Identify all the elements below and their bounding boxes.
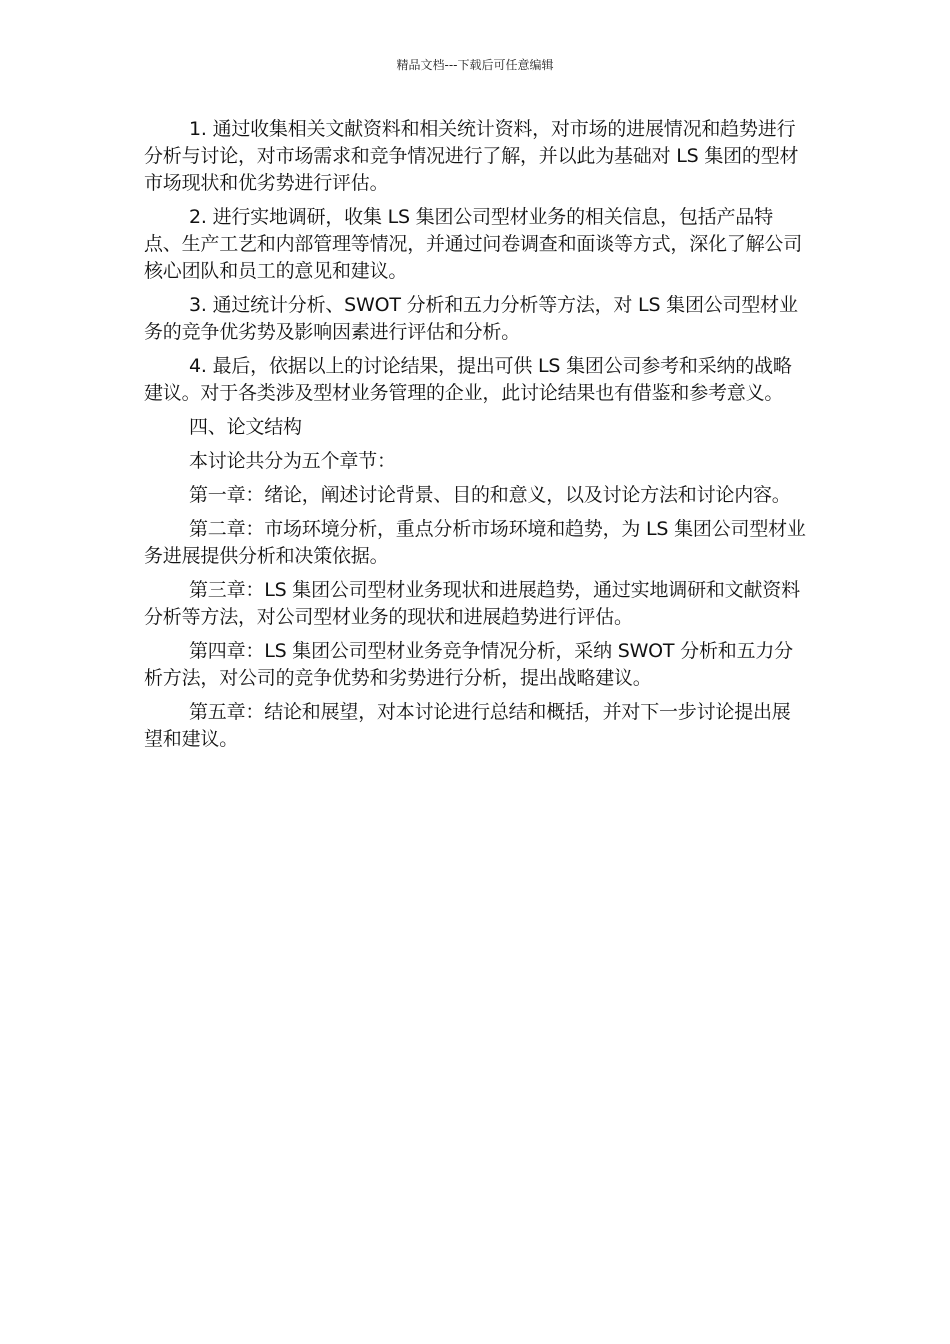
paragraph-method-2: 2. 进行实地调研，收集 LS 集团公司型材业务的相关信息，包括产品特点、生产工艺和内部管理等情况，并通过问卷调查和面谈等方式，深化了解公司核心团队和员工的意见和建议。 (144, 206, 803, 282)
paragraph-method-4: 4. 最后，依据以上的讨论结果，提出可供 LS 集团公司参考和采纳的战略建议。对于各类涉及型材业务管理的企业，此讨论结果也有借鉴和参考意义。 (144, 355, 792, 404)
document-body (144, 116, 806, 760)
paragraph-method-1: 1. 通过收集相关文献资料和相关统计资料，对市场的进展情况和趋势进行分析与讨论，对市场需求和竞争情况进行了解，并以此为基础对 LS 集团的型材市场现状和优劣势进行评估。 (144, 118, 799, 194)
paragraph-chapter-1: 第一章：绪论，阐述讨论背景、目的和意义，以及讨论方法和讨论内容。 (189, 484, 791, 506)
page-header: 精品文档---下载后可任意编辑 (396, 58, 554, 72)
paragraph-chapter-5: 第五章：结论和展望，对本讨论进行总结和概括，并对下一步讨论提出展望和建议。 (144, 701, 791, 750)
paragraph-method-3: 3. 通过统计分析、SWOT 分析和五力分析等方法，对 LS 集团公司型材业务的竞争优劣势及影响因素进行评估和分析。 (144, 294, 798, 343)
paragraph-chapter-2: 第二章：市场环境分析，重点分析市场环境和趋势，为 LS 集团公司型材业务进展提供分析和决策依据。 (144, 518, 806, 567)
paragraph-structure-intro: 本讨论共分为五个章节： (189, 450, 396, 472)
paragraph-chapter-3: 第三章：LS 集团公司型材业务现状和进展趋势，通过实地调研和文献资料分析等方法，对公司型材业务的现状和进展趋势进行评估。 (144, 579, 800, 628)
paragraph-chapter-4: 第四章：LS 集团公司型材业务竞争情况分析，采纳 SWOT 分析和五力分析方法，对公司的竞争优势和劣势进行分析，提出战略建议。 (144, 640, 793, 689)
section-heading: 四、论文结构 (189, 416, 302, 438)
